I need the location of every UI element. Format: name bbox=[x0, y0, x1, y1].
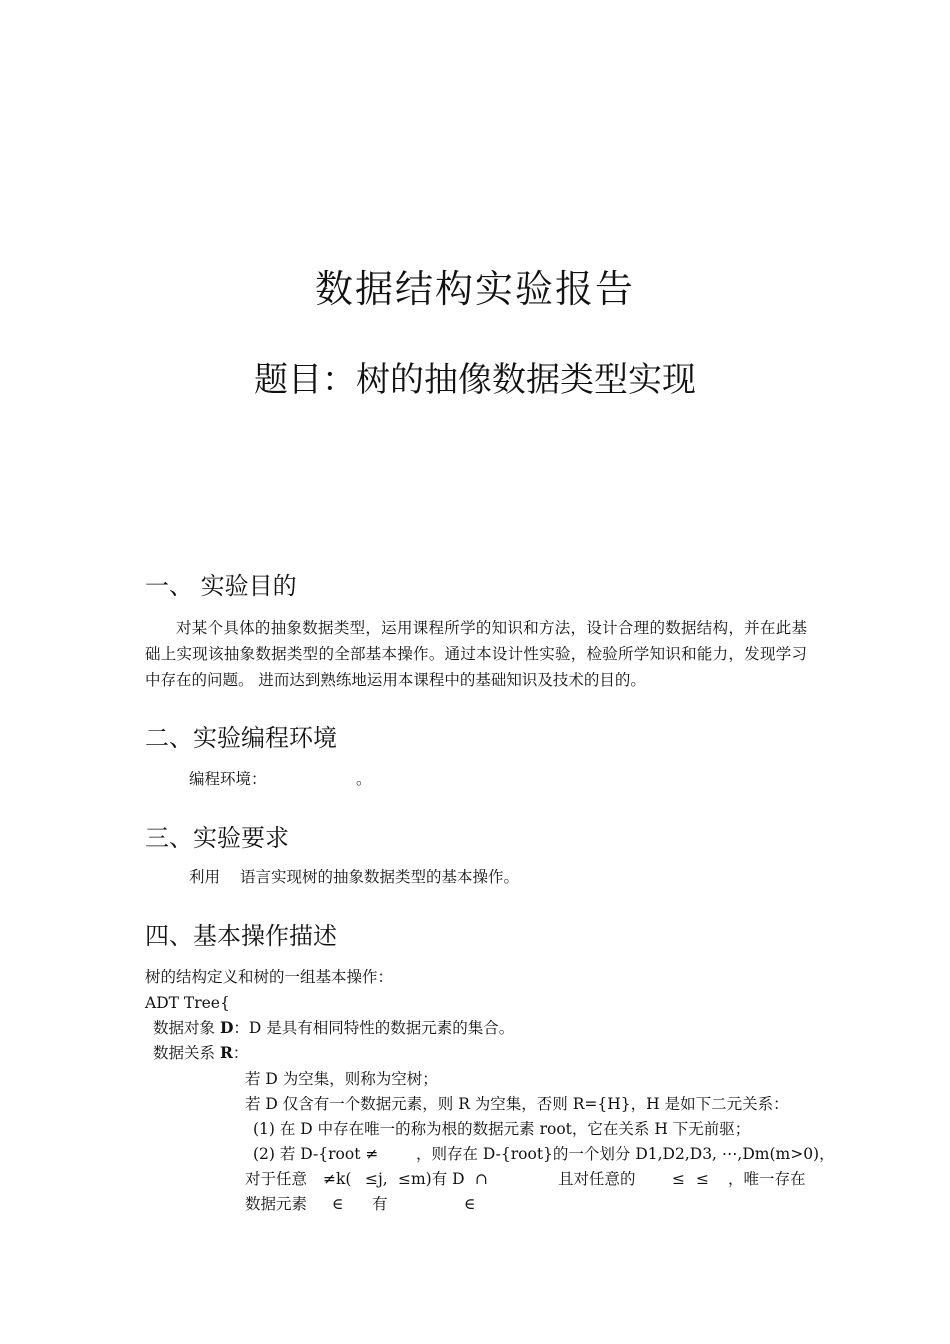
document-subtitle: 题目：树的抽像数据类型实现 bbox=[254, 360, 696, 400]
relation-line-5i: ，唯一存在 bbox=[728, 1170, 806, 1188]
adt-data-object-symbol: D bbox=[219, 1018, 234, 1037]
env-label: 编程环境： bbox=[189, 770, 267, 788]
relation-line-3: (1) 在 D 中存在唯一的称为根的数据元素 root，它在关系 H 下无前驱； bbox=[253, 1120, 751, 1138]
relation-line-6b: ∈ bbox=[332, 1195, 344, 1213]
relation-line-5d: ≤m)有 D bbox=[398, 1170, 465, 1188]
env-end-mark: 。 bbox=[356, 770, 372, 788]
adt-open: ADT Tree{ bbox=[145, 994, 230, 1012]
relation-line-5g: ≤ bbox=[672, 1170, 685, 1188]
adt-intro: 树的结构定义和树的一组基本操作： bbox=[145, 968, 394, 986]
document-title: 数据结构实验报告 bbox=[314, 267, 635, 311]
relation-line-4b: ，则存在 D-{root}的一个划分 D1,D2,D3, ⋯,Dm(m>0)， bbox=[416, 1145, 835, 1163]
relation-line-5b: ≠k( bbox=[323, 1170, 352, 1188]
relation-line-5h: ≤ bbox=[696, 1170, 709, 1188]
adt-data-relation-symbol: R bbox=[219, 1043, 233, 1062]
req-text-a: 利用 bbox=[189, 868, 221, 886]
section-1-paragraph: 对某个具体的抽象数据类型，运用课程所学的知识和方法，设计合理的数据结构，并在此基础上实现该抽象数据类型的全部基本操作。通过本设计性实验，检验所学知识和能力，发现学习中存在的问题。 进而达到熟练地运用本课程中的基础知识及技术的目的。 bbox=[145, 619, 807, 689]
relation-line-5f: 且对任意的 bbox=[558, 1170, 636, 1188]
relation-line-5a: 对于任意 bbox=[245, 1170, 308, 1188]
relation-line-2: 若 D 仅含有一个数据元素，则 R 为空集，否则 R={H}，H 是如下二元关系： bbox=[245, 1095, 789, 1113]
adt-data-relation bbox=[153, 1040, 248, 1066]
section-2-heading: 二、实验编程环境 bbox=[145, 724, 337, 752]
relation-line-6c: 有 bbox=[372, 1195, 388, 1213]
section-4-heading: 四、基本操作描述 bbox=[145, 922, 337, 950]
section-1-heading: 一、 实验目的 bbox=[145, 572, 297, 600]
section-3-heading: 三、实验要求 bbox=[145, 824, 289, 852]
relation-line-5e: ∩ bbox=[475, 1170, 488, 1188]
relation-line-1: 若 D 为空集，则称为空树； bbox=[245, 1070, 438, 1088]
relation-line-6d: ∈ bbox=[464, 1195, 476, 1213]
adt-data-relation-colon: ： bbox=[232, 1044, 249, 1062]
relation-line-6a: 数据元素 bbox=[245, 1195, 308, 1213]
adt-data-object-desc: ：D 是具有相同特性的数据元素的集合。 bbox=[233, 1019, 515, 1037]
adt-data-relation-label: 数据关系 bbox=[153, 1044, 220, 1062]
relation-line-5c: ≤j, bbox=[365, 1170, 388, 1188]
req-text-b: 语言实现树的抽象数据类型的基本操作。 bbox=[240, 868, 520, 886]
relation-line-4a: (2) 若 D-{root ≠ bbox=[253, 1145, 379, 1163]
adt-data-object-label: 数据对象 bbox=[153, 1019, 220, 1037]
adt-data-object bbox=[153, 1015, 514, 1041]
